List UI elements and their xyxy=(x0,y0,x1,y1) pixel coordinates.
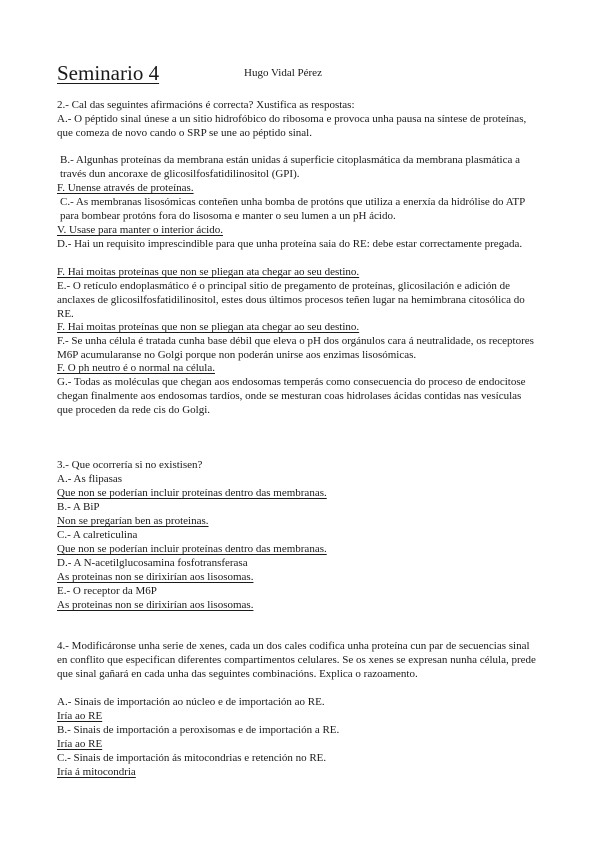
q2-option-b: B.- Algunhas proteínas da membrana están unidas á superficie citoplasmática da membrana plasmática a través dun ancoraxe de glicosilfosfatidilinositol (GPI). xyxy=(60,154,521,180)
q2-answer-b: F. Unense através de proteínas. xyxy=(57,182,194,194)
q2-option-a: A.- O péptido sinal únese a un sitio hidrofóbico do ribosoma e provoca unha pausa na síntese de proteínas, que comeza de novo cando o SRP se une ao péptido sinal. xyxy=(57,113,527,139)
author-name: Hugo Vidal Pérez xyxy=(244,67,322,79)
q2-option-g: G.- Todas as moléculas que chegan aos endosomas temperás como consecuencia do proceso de endocitose chegan finalmente aos endosomas tardíos, onde se mesturan coas hidrolases ácidas contidas nas vesículas que proceden da rede cis do Golgi. xyxy=(57,376,526,416)
document-header xyxy=(57,60,557,86)
q3-prompt: 3.- Que ocorrería si no existisen? xyxy=(57,459,203,471)
q4-answer-a: Iría ao RE xyxy=(57,710,103,722)
q4-option-c: C.- Sinais de importación ás mitocondrias e retención no RE. xyxy=(57,752,327,764)
q3-option-e: E.- O receptor da M6P xyxy=(57,585,157,597)
q2-answer-f: F. O ph neutro é o normal na célula. xyxy=(57,362,215,374)
q3-option-d: D.- A N-acetilglucosamina fosfotransferasa xyxy=(57,557,248,569)
q4-option-b: B.- Sinais de importación a peroxisomas e de importación a RE. xyxy=(57,724,340,736)
q3-option-b: B.- A BiP xyxy=(57,501,100,513)
q3-option-c: C.- A calreticulina xyxy=(57,529,138,541)
q3-answer-d: As proteinas non se dirixirían aos lisosomas. xyxy=(57,571,254,583)
q2-option-c: C.- As membranas lisosómicas conteñen unha bomba de protóns que utiliza a enerxía da hidrólise do ATP para bombear protóns fora do lisosoma e manter o seu lumen a un pH ácido. xyxy=(60,196,525,222)
q4-option-a: A.- Sinais de importación ao núcleo e de importación ao RE. xyxy=(57,696,325,708)
document-title: Seminario 4 xyxy=(57,61,160,85)
q2-prompt: 2.- Cal das seguintes afirmacións é correcta? Xustifica as respostas: xyxy=(57,99,355,111)
q2-answer-c: V. Usase para manter o interior ácido. xyxy=(57,224,223,236)
q3-answer-c: Que non se poderían incluir proteínas dentro das membranas. xyxy=(57,543,327,555)
q4-answer-c: Iría á mitocondria xyxy=(57,766,136,778)
q3-answer-a: Que non se poderían incluir proteínas dentro das membranas. xyxy=(57,487,327,499)
q3-answer-b: Non se pregarían ben as proteinas. xyxy=(57,515,209,527)
q3-option-a: A.- As flipasas xyxy=(57,473,123,485)
q2-option-f: F.- Se unha célula é tratada cunha base débil que eleva o pH dos orgánulos cara á neutralidade, os receptores M6P acumularanse no Golgi porque non poderán unirse aos enzimas lisosómicas. xyxy=(57,335,534,361)
q2-option-e: E.- O retículo endoplasmático é o principal sitio de pregamento de proteínas, glicosilación e adición de anclaxes de glicosilfosfatidilinositol, estes dous últimos procesos teñen lugar na hemimbrana citosólica do RE. xyxy=(57,280,525,320)
q2-answer-e: F. Hai moitas proteínas que non se pliegan ata chegar ao seu destino. xyxy=(57,321,360,333)
q2-option-d: D.- Hai un requisito imprescindible para que unha proteína saia do RE: debe estar correctamente pregada. xyxy=(57,238,523,250)
q4-prompt: 4.- Modificáronse unha serie de xenes, cada un dos cales codifica unha proteína cun par de secuencias sinal en conflito que especifican diferentes compartimentos celulares. Se os xenes se expresan nunha célula, prede que sinal gañará en cada unha das seguintes combinacións. Explica o razoamento. xyxy=(57,640,536,680)
q4-answer-b: Iría ao RE xyxy=(57,738,103,750)
q2-answer-d: F. Hai moitas proteínas que non se pliegan ata chegar ao seu destino. xyxy=(57,266,360,278)
q3-answer-e: As proteinas non se dirixirían aos lisosomas. xyxy=(57,599,254,611)
